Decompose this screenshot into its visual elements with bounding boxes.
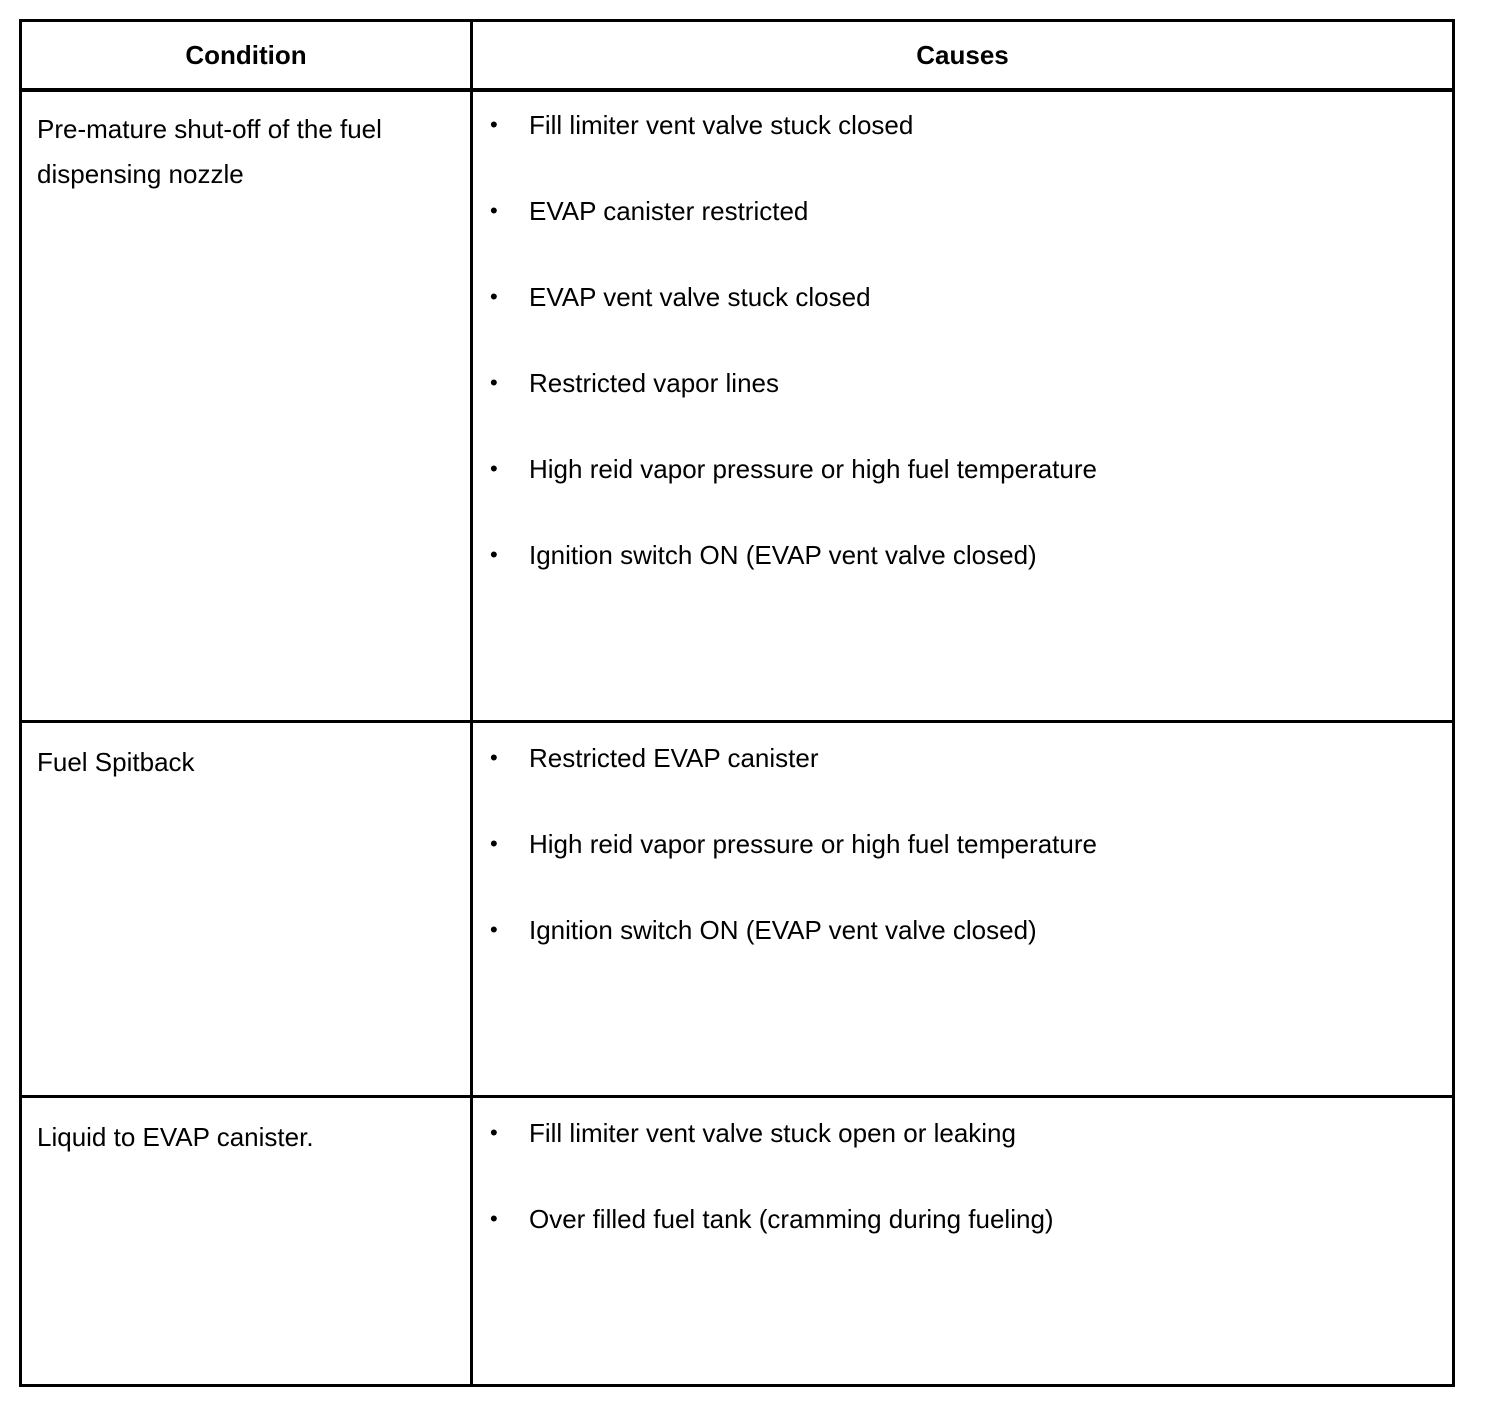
cause-text: High reid vapor pressure or high fuel temperature xyxy=(529,454,1097,484)
bullet-icon: • xyxy=(490,1120,498,1145)
causes-list xyxy=(473,110,1452,626)
cause-text: EVAP vent valve stuck closed xyxy=(529,282,871,312)
causes-list xyxy=(473,1118,1452,1290)
cause-item xyxy=(473,196,1452,282)
bullet-icon: • xyxy=(490,831,498,856)
row-divider xyxy=(22,1095,1452,1098)
bullet-icon: • xyxy=(490,917,498,942)
cause-text: Restricted vapor lines xyxy=(529,368,779,398)
cause-text: High reid vapor pressure or high fuel temperature xyxy=(529,829,1097,859)
header-causes: Causes xyxy=(916,39,1009,70)
cause-text: Restricted EVAP canister xyxy=(529,743,819,773)
cause-item xyxy=(473,454,1452,540)
cause-text: Fill limiter vent valve stuck open or leaking xyxy=(529,1118,1016,1148)
row-divider xyxy=(22,720,1452,723)
bullet-icon: • xyxy=(490,370,498,395)
bullet-icon: • xyxy=(490,1206,498,1231)
cause-text: Over filled fuel tank (cramming during fueling) xyxy=(529,1204,1054,1234)
cause-item xyxy=(473,829,1452,915)
cause-item xyxy=(473,368,1452,454)
header-condition: Condition xyxy=(185,39,307,70)
cause-text: Ignition switch ON (EVAP vent valve closed) xyxy=(529,540,1037,570)
cause-text: Ignition switch ON (EVAP vent valve closed) xyxy=(529,915,1037,945)
cause-text: EVAP canister restricted xyxy=(529,196,809,226)
cause-item xyxy=(473,1118,1452,1204)
cause-item xyxy=(473,110,1452,196)
bullet-icon: • xyxy=(490,745,498,770)
condition-cell: Pre-mature shut-off of the fuel dispensing nozzle xyxy=(37,114,382,189)
bullet-icon: • xyxy=(490,456,498,481)
cause-item xyxy=(473,915,1452,1001)
condition-cell: Liquid to EVAP canister. xyxy=(37,1122,314,1152)
header-divider xyxy=(22,88,1452,92)
cause-item xyxy=(473,743,1452,829)
bullet-icon: • xyxy=(490,198,498,223)
condition-cell: Fuel Spitback xyxy=(37,747,195,777)
bullet-icon: • xyxy=(490,284,498,309)
bullet-icon: • xyxy=(490,112,498,137)
diagnosis-table xyxy=(19,19,1455,1387)
cause-text: Fill limiter vent valve stuck closed xyxy=(529,110,914,140)
bullet-icon: • xyxy=(490,542,498,567)
causes-list xyxy=(473,743,1452,1001)
cause-item xyxy=(473,1204,1452,1290)
cause-item xyxy=(473,540,1452,626)
cause-item xyxy=(473,282,1452,368)
